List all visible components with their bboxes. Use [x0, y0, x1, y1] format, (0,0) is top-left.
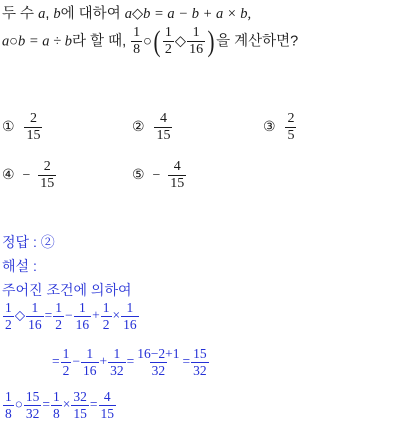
- frac: $\frac{1}{16}$: [75, 300, 90, 332]
- question-mid: 에 대하여: [60, 6, 125, 22]
- option-fraction: $\frac{2}{5}$: [287, 111, 295, 143]
- frac: $\frac{1}{16}$: [83, 346, 97, 378]
- diamond-operator: ◇: [14, 307, 26, 323]
- solution-row-3: [2, 390, 117, 420]
- option-marker: ②: [132, 118, 145, 135]
- option-sign: −: [22, 168, 31, 184]
- option-marker: ③: [263, 118, 276, 135]
- frac: $\frac{1}{8}$: [5, 389, 12, 421]
- plus: +: [99, 353, 108, 369]
- circle-operator: ○: [143, 33, 152, 50]
- explanation-label: 해설 :: [2, 258, 37, 274]
- option-4[interactable]: [2, 160, 57, 191]
- fraction-1-16: $\frac{1}{16}$: [189, 25, 204, 57]
- option-marker: ④: [2, 166, 15, 183]
- minus: −: [65, 307, 73, 323]
- question-prefix: 두 수: [2, 6, 39, 22]
- circle-operator: ○: [14, 396, 23, 412]
- frac: $\frac{4}{15}$: [100, 389, 115, 421]
- frac: $\frac{15}{32}$: [25, 389, 40, 421]
- option-1[interactable]: [2, 112, 43, 143]
- frac: $\frac{1}{32}$: [110, 346, 124, 378]
- minus: −: [72, 353, 80, 369]
- question-line-1: [2, 2, 251, 23]
- var-b: b: [53, 6, 61, 22]
- frac: $\frac{1}{16}$: [28, 300, 42, 332]
- option-5[interactable]: [132, 160, 187, 191]
- answer-value: ②: [40, 234, 55, 250]
- question-mid-2: 라 할 때,: [72, 33, 131, 50]
- frac: $\frac{1}{2}$: [5, 300, 12, 332]
- option-fraction: $\frac{2}{15}$: [26, 111, 41, 143]
- option-3[interactable]: [263, 112, 297, 143]
- plus: +: [92, 307, 100, 323]
- question-suffix: 을 계산하면?: [216, 33, 299, 50]
- option-fraction: $\frac{2}{15}$: [40, 159, 55, 191]
- option-fraction: $\frac{4}{15}$: [170, 159, 185, 191]
- solution-row-2: [52, 347, 210, 377]
- diamond-operator: ◇: [174, 33, 187, 50]
- frac: $\frac{1}{16}$: [123, 300, 137, 332]
- explanation-intro: 주어진 조건에 의하여: [2, 282, 132, 298]
- frac: $\frac{15}{32}$: [193, 346, 207, 378]
- diamond-definition: a◇b = a − b + a × b,: [124, 6, 252, 22]
- right-paren: ): [207, 24, 215, 58]
- equals: =: [44, 307, 53, 323]
- frac: $\frac{1}{2}$: [62, 346, 70, 378]
- frac: $\frac{1}{2}$: [55, 300, 63, 332]
- equals: =: [126, 353, 135, 369]
- option-sign: −: [152, 168, 161, 184]
- left-paren: (: [153, 24, 161, 58]
- circle-definition: a○b = a ÷ b: [2, 33, 73, 50]
- var-a: a: [38, 6, 46, 22]
- fraction-1-2: $\frac{1}{2}$: [164, 25, 172, 57]
- question-line-2: [2, 26, 298, 57]
- frac: $\frac{1}{2}$: [102, 300, 110, 332]
- equals: =: [89, 396, 98, 412]
- times: ×: [62, 396, 71, 412]
- option-fraction: $\frac{4}{15}$: [156, 111, 171, 143]
- times: ×: [112, 307, 121, 323]
- option-marker: ⑤: [132, 166, 145, 183]
- equals: =: [182, 353, 191, 369]
- frac: $\frac{1}{8}$: [53, 389, 60, 421]
- answer-label: 정답 :: [2, 234, 37, 250]
- frac: $\frac{32}{15}$: [73, 389, 87, 421]
- option-marker: ①: [2, 118, 15, 135]
- equals: =: [42, 396, 51, 412]
- answer-line: [2, 232, 55, 252]
- option-2[interactable]: [132, 112, 173, 143]
- comma: ,: [45, 6, 54, 22]
- frac: $\frac{16-2+1}{32}$: [137, 346, 180, 378]
- equals: =: [52, 353, 60, 369]
- fraction-1-8: $\frac{1}{8}$: [133, 25, 141, 57]
- solution-row-1: [2, 301, 140, 331]
